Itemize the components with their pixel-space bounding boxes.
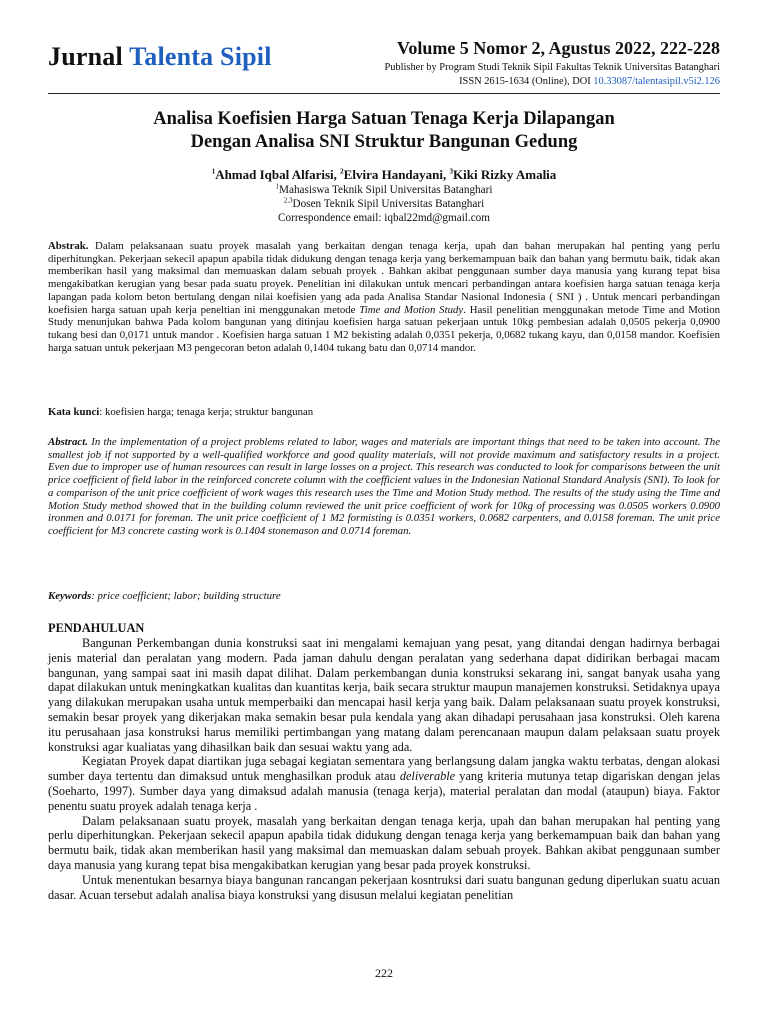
abstrak-label: Abstrak. xyxy=(48,240,89,252)
journal-word: Jurnal xyxy=(48,42,123,71)
intro-paragraph-2 xyxy=(48,754,720,813)
section-heading-pendahuluan: PENDAHULUAN xyxy=(48,621,145,635)
intro-p2-a: Kegiatan Proyek dapat diartikan juga sebagai kegiatan sementara yang berlangsung dalam jangka waktu terbatas, dengan alokasi sumber daya tertentu dan dimaksud untuk menghasilkan produk atau xyxy=(48,754,720,784)
author-list xyxy=(60,167,708,183)
intro-p2-b: yang kriteria mutunya tetap digariskan dengan jelas (Soeharto, 1997). Sumber daya yang dimaksud adalah manusia (tenaga kerja), material peralatan dan modal (ataupun) biaya. Faktor penentu suatu proyek adalah tenaga kerja . xyxy=(48,769,721,813)
volume-info: Volume 5 Nomor 2, Agustus 2022, 222-228 xyxy=(396,38,720,58)
affiliation-1 xyxy=(60,183,708,197)
journal-accent-word: Talenta Sipil xyxy=(129,42,272,71)
kata-kunci-label: Kata kunci xyxy=(48,406,100,418)
affiliation-2 xyxy=(60,197,708,211)
doi-link[interactable]: 10.33087/talentasipil.v5i2.126 xyxy=(593,76,720,87)
keywords-text: : price coefficient; labor; building structure xyxy=(91,590,281,602)
affiliation-2-sup: 2,3 xyxy=(283,196,293,205)
abstract-english xyxy=(48,436,720,538)
abstrak-text-b: . Hasil penelitian menggunakan metode Time and Motion Study menunjukan bahwa Pada kolom bangunan yang ditinjau koefisien harga satuan pekerjaan untuk 10kg pembesian adalah 0,0505 pekerja 0,0900 tukang besi dan 0,0171 untuk mandor . Koefisien harga satuan 1 M2 bekisting adalah 0,0351 pekerja, 0,0682 tukang kayu, dan 0,0158 mandor. Koefisien harga satuan untuk pekerjaan M3 pengecoran beton adalah 0,1404 tukang batu dan 0,0714 mandor. xyxy=(48,303,720,354)
title-line-2: Dengan Analisa SNI Struktur Bangunan Gedung xyxy=(190,132,578,152)
article-title xyxy=(60,108,708,154)
title-line-1: Analisa Koefisien Harga Satuan Tenaga Kerja Dilapangan xyxy=(153,109,615,129)
affiliation-1-sup: 1 xyxy=(275,182,280,191)
affiliation-1-text: Mahasiswa Teknik Sipil Universitas Batanghari xyxy=(279,184,493,196)
intro-p2-em: deliverable xyxy=(399,769,456,784)
issn-text: ISSN 2615-1634 (Online), DOI xyxy=(459,76,591,87)
abstract-label: Abstract. xyxy=(48,436,88,448)
keywords-english xyxy=(48,590,720,603)
introduction-body xyxy=(48,636,720,902)
abstract-text: In the implementation of a project problems related to labor, wages and materials are important things that need to be taken into account. The smallest job if not supported by a well-qualified workforce and good quality materials, will not provide maximum and satisfactory results in a project. Even due to improper use of human resources can result in large losses on a project. This research was conducted to look for comparisons between the unit price coefficient of field labor in the reinforced concrete column with the coefficient values in the Indonesian National Standard Analysis (SNI). To look for a comparison of the unit price coefficient of work wages this research uses the Time and Motion Study method. The results of the study using the Time and Motion Study method showed that in the building column reviewed the unit price coefficient of work for 10kg of processing was 0.0505 workers 0.0900 ironmen and 0.0171 for foreman. The unit price coefficient of 1 M2 formisting is 0.0351 workers, 0.0682 carpenters, and 0.0158 foreman. The unit price coefficient for M3 concrete casting work is 0.1404 stonemason and 0.0714 foreman. xyxy=(48,436,720,537)
journal-logo-text xyxy=(48,42,272,72)
intro-paragraph-4: Untuk menentukan besarnya biaya bangunan rancangan pekerjaan kosntruksi dari suatu bangunan gedung diperlukan suatu acuan dasar. Acuan tersebut adalah analisa biaya konstruksi yang disusun melalui kegiatan penelitian xyxy=(48,872,720,902)
correspondence-email: Correspondence email: iqbal22md@gmail.com xyxy=(278,212,490,224)
header-divider xyxy=(48,93,720,94)
author-1-sup: 1 xyxy=(211,167,216,176)
kata-kunci-text: : koefisien harga; tenaga kerja; struktur bangunan xyxy=(99,406,314,418)
author-3: Kiki Rizky Amalia xyxy=(453,167,557,182)
abstrak-method: Time and Motion Study xyxy=(359,303,464,316)
issn-line xyxy=(459,76,720,87)
author-2-sup: 2 xyxy=(340,167,344,176)
intro-paragraph-1: Bangunan Perkembangan dunia konstruksi saat ini mengalami kemajuan yang pesat, yang ditandai dengan hadirnya berbagai jenis material dan peralatan yang modern. Pada jaman dahulu dengan peralatan yang sederhana dapat didirikan berbagai macam bangunan, yang sampai saat ini masih dapat dilihat. Dalam perkembangan dunia konstruksi sekarang ini, sangat banyak usaha yang dapat dilakukan untuk meningkatkan kualitas dan kuantitas kerja, baik secara struktur maupun manajemen konstruksi. Setidaknya upaya yang dilakukan merupakan usaha untuk memperbaiki dan mencapai hasil kerja yang baik. Dalam pelaksanaan suatu proyek konstruksi, semakin besar proyek yang dikerjakan maka semakin besar pula kendala yang akan dihadapi perusahaan jasa konstruksi. Oleh karena itu perusahaan jasa konstruksi harus memiliki pertimbangan yang matang dalam perencanaan maupun dalam pelaksaan suatu proyek konstruksi agar kualiatas yang dihasilkan baik dan sesuai waktu yang ada. xyxy=(48,636,720,754)
abstrak-text-a: Dalam pelaksanaan suatu proyek masalah yang berkaitan dengan tenaga kerja, upah dan bahan merupakan hal penting yang perlu diperhitungkan. Pekerjaan sekecil apapun apabila tidak didukung dengan tenaga kerja yang berkemampuan baik dan bahan yang bermutu baik, tidak akan memberikan hasil yang maksimal dan memuaskan dalam sebuah proyek . Bahkan akibat penggunaan sumber daya manusia yang kurang tepat bisa mengakibatkan kerugian yang besar pada suatu proyek. Penelitian ini dilakukan untuk mencari perbandingan antara koefisien harga satuan tenaga kerja lapangan pada kolom beton bertulang dengan nilai koefisien yang ada pada Analisa Standar Nasional Indonesia ( SNI ) . Untuk mencari perbandingan koefisien harga satuan upah kerja peneltian ini menggunakan metode xyxy=(48,240,720,316)
abstrak-paragraph xyxy=(48,240,720,354)
author-3-sup: 3 xyxy=(449,167,453,176)
author-2: Elvira Handayani, xyxy=(343,167,450,182)
page-number: 222 xyxy=(375,966,393,980)
author-1: Ahmad Iqbal Alfarisi, xyxy=(215,167,341,182)
kata-kunci xyxy=(48,406,720,419)
intro-paragraph-3: Dalam pelaksanaan suatu proyek, masalah yang berkaitan dengan tenaga kerja, upah dan bahan merupakan hal penting yang perlu diperhitungkan. Pekerjaan sekecil apapun apabila tidak didukung dengan tenaga kerja yang berkemampuan baik dan bahan yang bermutu baik, tidak akan memberikan hasil yang maksimal dan memuaskan dalam sebuah proyek. Bahkan akibat penggunaan sumber daya manusia yang kurang tepat bisa mengakibatkan kerugian yang besar pada proyek konstruksi. xyxy=(48,813,720,872)
publisher-line: Publisher by Program Studi Teknik Sipil Fakultas Teknik Universitas Batanghari xyxy=(384,62,720,73)
keywords-label: Keywords xyxy=(48,590,92,602)
affiliation-2-text: Dosen Teknik Sipil Universitas Batanghari xyxy=(292,198,485,210)
